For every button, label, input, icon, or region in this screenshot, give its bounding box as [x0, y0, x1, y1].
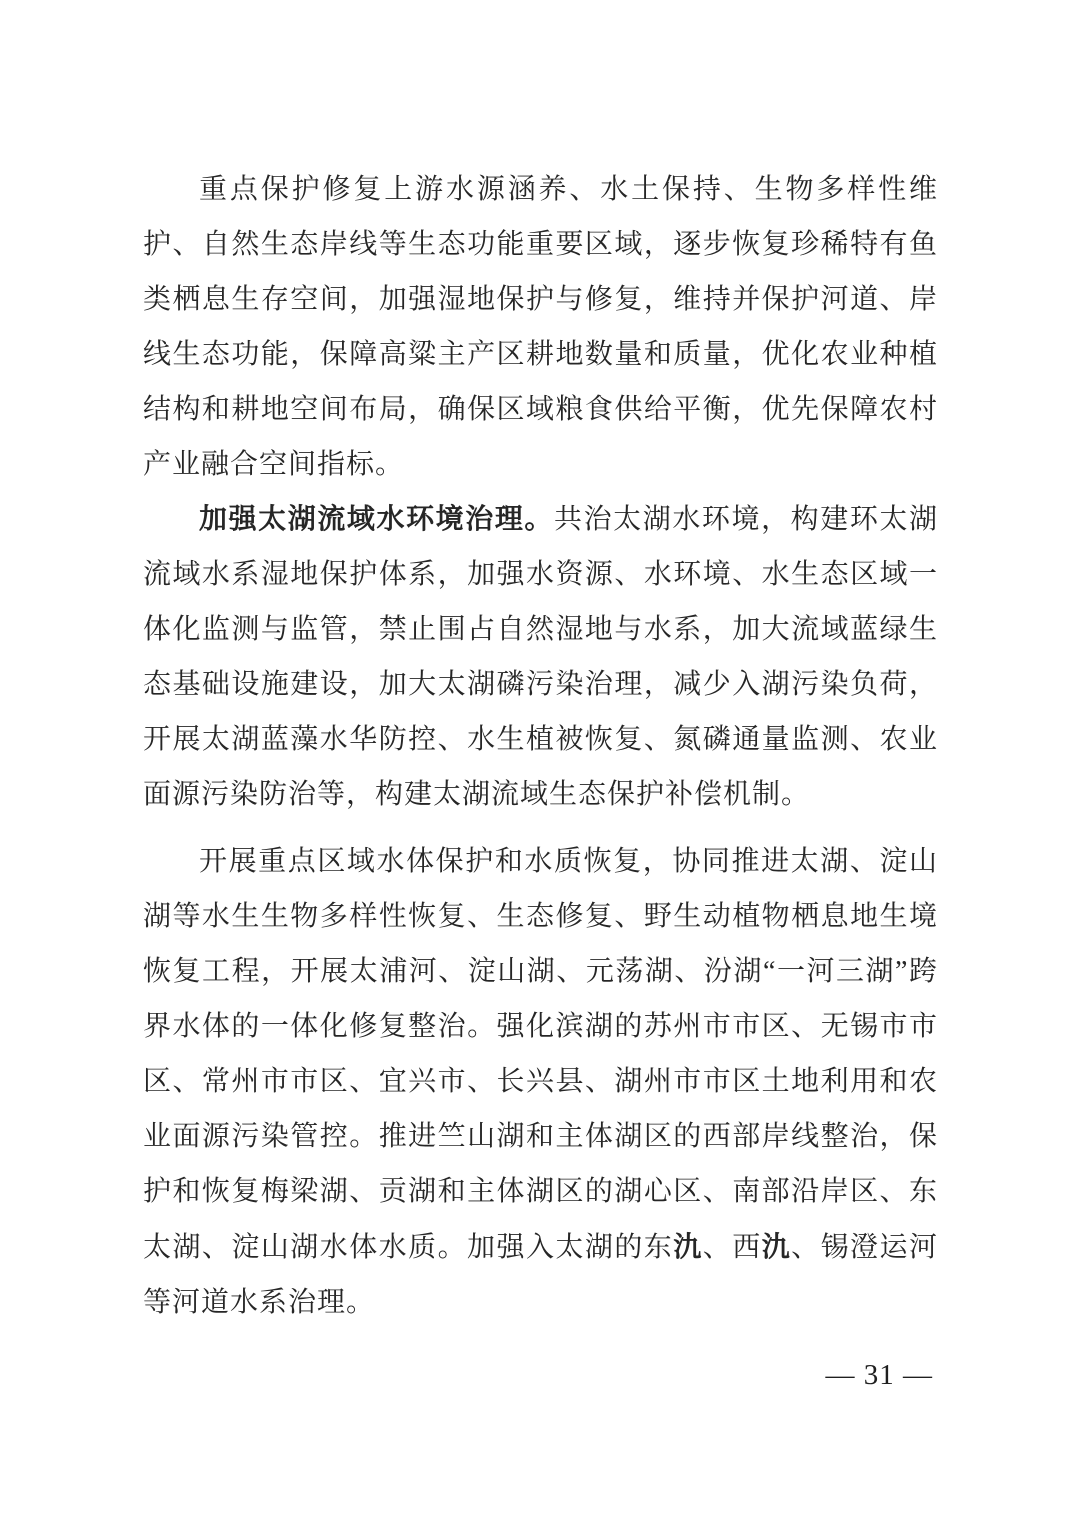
rare-character-jiu: 氿: [673, 1230, 703, 1263]
document-body: [143, 162, 938, 1330]
page-number: — 31 —: [825, 1359, 933, 1391]
text-run: 开展重点区域水体保护和水质恢复，协同推进太湖、淀山湖等水生生物多样性恢复、生态修复、野生动植物栖息地生境恢复工程，开展太浦河、淀山湖、元荡湖、汾湖“一河三湖”跨界水体的一体化修复整治。强化滨湖的苏州市市区、无锡市市区、常州市市区、宜兴市、长兴县、湖州市市区土地利用和农业面源污染管控。推进竺山湖和主体湖区的西部岸线整治，保护和恢复梅梁湖、贡湖和主体湖区的湖心区、南部沿岸区、东太湖、淀山湖水体水质。加强入太湖的东: [143, 846, 938, 1263]
text-run: 、锡澄运河等河道水系治理。: [143, 1232, 938, 1318]
page-footer: [826, 1360, 934, 1395]
text-run: 、西: [702, 1232, 762, 1263]
paragraph: [143, 162, 938, 492]
text-run: 重点保护修复上游水源涵养、水土保持、生物多样性维护、自然生态岸线等生态功能重要区域，逐步恢复珍稀特有鱼类栖息生存空间，加强湿地保护与修复，维持并保护河道、岸线生态功能，保障高粱主产区耕地数量和质量，优化农业种植结构和耕地空间布局，确保区域粮食供给平衡，优先保障农村产业融合空间指标。: [143, 174, 938, 480]
text-run: 共治太湖水环境，构建环太湖流域水系湿地保护体系，加强水资源、水环境、水生态区域一体化监测与监管，禁止围占自然湿地与水系，加大流域蓝绿生态基础设施建设，加大太湖磷污染治理，减少入湖污染负荷，开展太湖蓝藻水华防控、水生植被恢复、氮磷通量监测、农业面源污染防治等，构建太湖流域生态保护补偿机制。: [143, 504, 938, 810]
paragraph: [143, 834, 938, 1330]
bold-sentence-lead: 加强太湖流域水环境治理。: [199, 504, 554, 535]
rare-character-jiu: 氿: [761, 1230, 792, 1263]
paragraph: [143, 492, 938, 822]
